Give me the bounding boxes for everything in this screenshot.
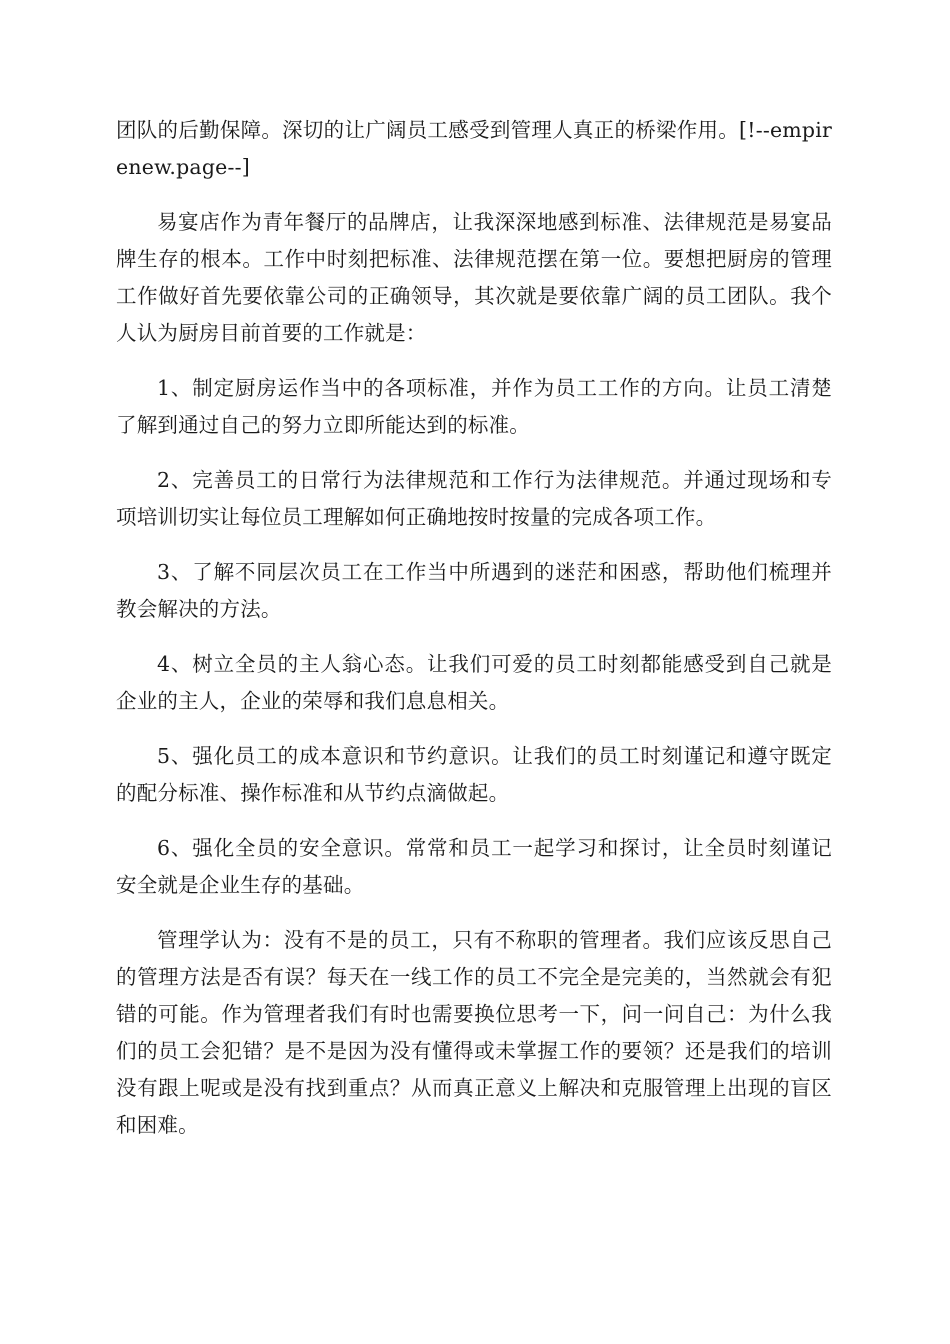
paragraph-4: 2、完善员工的日常行为法律规范和工作行为法律规范。并通过现场和专项培训切实让每位员工理解如何正确地按时按量的完成各项工作。 <box>116 468 832 529</box>
paragraph-7: 5、强化员工的成本意识和节约意识。让我们的员工时刻谨记和遵守既定的配分标准、操作标准和从节约点滴做起。 <box>116 744 832 805</box>
paragraph-6: 4、树立全员的主人翁心态。让我们可爱的员工时刻都能感受到自己就是企业的主人，企业的荣辱和我们息息相关。 <box>116 652 832 713</box>
paragraph-8: 6、强化全员的安全意识。常常和员工一起学习和探讨，让全员时刻谨记安全就是企业生存的基础。 <box>116 836 832 897</box>
paragraph-9: 管理学认为：没有不是的员工，只有不称职的管理者。我们应该反思自己的管理方法是否有误？每天在一线工作的员工不完全是完美的，当然就会有犯错的可能。作为管理者我们有时也需要换位思考一下，问一问自己：为什么我们的员工会犯错？是不是因为没有懂得或未掌握工作的要领？还是我们的培训没有跟上呢或是没有找到重点？从而真正意义上解决和克服管理上出现的盲区和困难。 <box>116 928 832 1137</box>
paragraph-5: 3、了解不同层次员工在工作当中所遇到的迷茫和困惑，帮助他们梳理并教会解决的方法。 <box>116 560 832 621</box>
paragraph-3: 1、制定厨房运作当中的各项标准，并作为员工工作的方向。让员工清楚了解到通过自己的努力立即所能达到的标准。 <box>116 376 832 437</box>
document-body <box>116 112 832 1162</box>
paragraph-2: 易宴店作为青年餐厅的品牌店，让我深深地感到标准、法律规范是易宴品牌生存的根本。工作中时刻把标准、法律规范摆在第一位。要想把厨房的管理工作做好首先要依靠公司的正确领导，其次就是要依靠广阔的员工团队。我个人认为厨房目前首要的工作就是： <box>116 210 832 345</box>
paragraph-1: 团队的后勤保障。深切的让广阔员工感受到管理人真正的桥梁作用。[!--empirenew.page--] <box>116 118 832 179</box>
